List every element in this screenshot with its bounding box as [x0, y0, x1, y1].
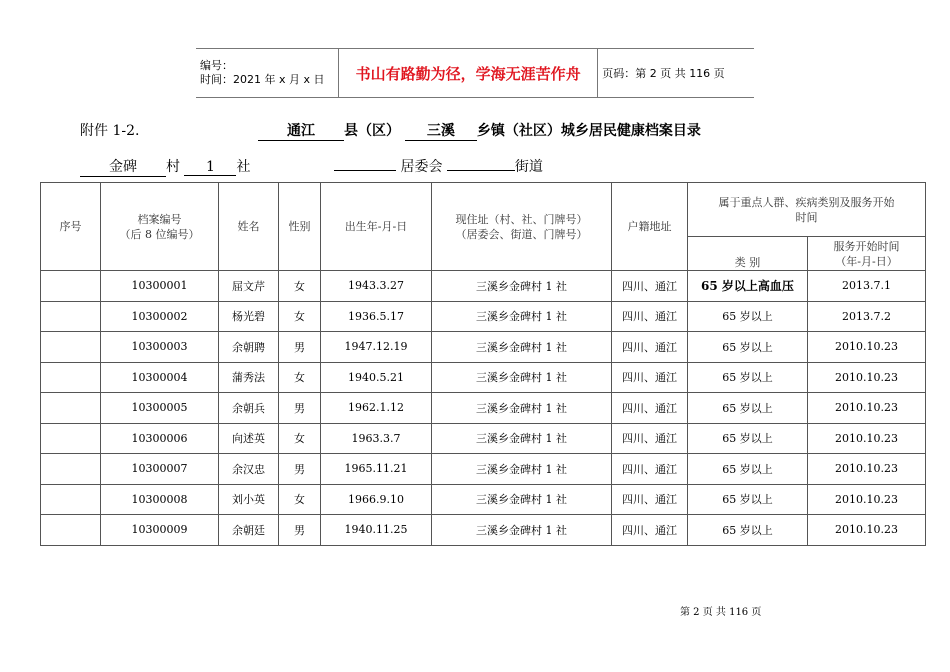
subtitle-group-suffix: 社 [236, 159, 251, 175]
cell-seq [41, 484, 101, 515]
cell-address: 三溪乡金碑村 1 社 [432, 515, 612, 546]
cell-name: 屈文芹 [219, 271, 279, 302]
page-title [258, 120, 701, 141]
cell-name: 余汉忠 [219, 454, 279, 485]
cell-address: 三溪乡金碑村 1 社 [432, 393, 612, 424]
cell-record-no: 10300008 [101, 484, 219, 515]
header-start-line2: （年-月-日） [835, 254, 898, 268]
cell-dob: 1966.9.10 [321, 484, 432, 515]
subtitle-street-blank [447, 170, 515, 171]
cell-address: 三溪乡金碑村 1 社 [432, 423, 612, 454]
cell-name: 余朝兵 [219, 393, 279, 424]
cell-household: 四川、通江 [612, 301, 688, 332]
header-start-date [808, 237, 926, 271]
cell-start-date: 2010.10.23 [808, 454, 926, 485]
cell-category: 65 岁以上高血压 [688, 271, 808, 302]
subtitle-village-suffix: 村 [166, 159, 180, 175]
document-header [196, 48, 754, 98]
cell-gender: 男 [279, 515, 321, 546]
cell-gender: 女 [279, 301, 321, 332]
table-row [41, 271, 926, 302]
table-row [41, 301, 926, 332]
header-start-line1: 服务开始时间 [833, 239, 900, 253]
cell-gender: 男 [279, 454, 321, 485]
title-row [0, 120, 950, 142]
cell-dob: 1962.1.12 [321, 393, 432, 424]
cell-record-no: 10300007 [101, 454, 219, 485]
header-dob: 出生年-月-日 [321, 183, 432, 271]
subtitle-committee-blank [334, 170, 396, 171]
table-row [41, 362, 926, 393]
cell-start-date: 2010.10.23 [808, 484, 926, 515]
table-row [41, 515, 926, 546]
cell-category: 65 岁以上 [688, 423, 808, 454]
cell-seq [41, 301, 101, 332]
header-key-group [688, 183, 926, 237]
title-town-suffix: 乡镇（社区）城乡居民健康档案目录 [476, 123, 701, 139]
title-town: 三溪 [405, 120, 477, 141]
cell-category: 65 岁以上 [688, 454, 808, 485]
cell-gender: 女 [279, 362, 321, 393]
header-category: 类 别 [688, 237, 808, 271]
cell-start-date: 2010.10.23 [808, 423, 926, 454]
cell-start-date: 2010.10.23 [808, 362, 926, 393]
cell-start-date: 2010.10.23 [808, 515, 926, 546]
header-number-label: 编号： [200, 59, 233, 72]
header-key-group-line1: 属于重点人群、疾病类别及服务开始 [718, 195, 895, 209]
cell-seq [41, 515, 101, 546]
header-address-line1: 现住址（村、社、门牌号） [455, 212, 588, 226]
cell-name: 向述英 [219, 423, 279, 454]
table-row [41, 393, 926, 424]
cell-address: 三溪乡金碑村 1 社 [432, 332, 612, 363]
cell-name: 余朝廷 [219, 515, 279, 546]
cell-start-date: 2013.7.2 [808, 301, 926, 332]
cell-name: 余朝聘 [219, 332, 279, 363]
cell-seq [41, 393, 101, 424]
table-row [41, 484, 926, 515]
header-address-line2: （居委会、街道、门牌号） [455, 227, 588, 241]
header-record-no-line2: （后 8 位编号） [119, 227, 200, 241]
title-county: 通江 [258, 120, 344, 141]
header-record-no [101, 183, 219, 271]
cell-record-no: 10300003 [101, 332, 219, 363]
cell-address: 三溪乡金碑村 1 社 [432, 484, 612, 515]
cell-name: 杨光碧 [219, 301, 279, 332]
table-row [41, 423, 926, 454]
subtitle-committee-suffix: 居委会 [400, 159, 443, 175]
cell-gender: 女 [279, 484, 321, 515]
header-page-label: 页码：第 2 页 共 116 页 [598, 49, 754, 98]
header-record-no-line1: 档案编号 [137, 212, 182, 226]
header-seq: 序号 [41, 183, 101, 271]
cell-record-no: 10300009 [101, 515, 219, 546]
records-table [40, 182, 926, 546]
cell-category: 65 岁以上 [688, 332, 808, 363]
cell-record-no: 10300001 [101, 271, 219, 302]
cell-dob: 1940.5.21 [321, 362, 432, 393]
cell-household: 四川、通江 [612, 515, 688, 546]
cell-seq [41, 332, 101, 363]
header-motto: 书山有路勤为径，学海无涯苦作舟 [339, 49, 598, 98]
records-body [41, 271, 926, 546]
cell-name: 刘小英 [219, 484, 279, 515]
cell-name: 蒲秀法 [219, 362, 279, 393]
cell-household: 四川、通江 [612, 362, 688, 393]
cell-start-date: 2013.7.1 [808, 271, 926, 302]
cell-address: 三溪乡金碑村 1 社 [432, 454, 612, 485]
cell-gender: 女 [279, 423, 321, 454]
cell-gender: 女 [279, 271, 321, 302]
cell-record-no: 10300002 [101, 301, 219, 332]
cell-household: 四川、通江 [612, 423, 688, 454]
table-row [41, 332, 926, 363]
cell-seq [41, 362, 101, 393]
appendix-label: 附件 1-2. [80, 123, 140, 139]
cell-record-no: 10300005 [101, 393, 219, 424]
cell-dob: 1947.12.19 [321, 332, 432, 363]
cell-start-date: 2010.10.23 [808, 393, 926, 424]
cell-dob: 1940.11.25 [321, 515, 432, 546]
cell-start-date: 2010.10.23 [808, 332, 926, 363]
cell-category: 65 岁以上 [688, 484, 808, 515]
title-county-suffix: 县（区） [344, 123, 400, 139]
cell-category: 65 岁以上 [688, 362, 808, 393]
cell-address: 三溪乡金碑村 1 社 [432, 301, 612, 332]
header-gender: 性别 [279, 183, 321, 271]
cell-seq [41, 423, 101, 454]
page-footer: 第 2 页 共 116 页 [680, 607, 762, 618]
cell-seq [41, 271, 101, 302]
cell-household: 四川、通江 [612, 332, 688, 363]
cell-category: 65 岁以上 [688, 515, 808, 546]
subtitle-street-suffix: 街道 [514, 159, 543, 175]
cell-category: 65 岁以上 [688, 393, 808, 424]
cell-household: 四川、通江 [612, 484, 688, 515]
header-household: 户籍地址 [612, 183, 688, 271]
cell-address: 三溪乡金碑村 1 社 [432, 271, 612, 302]
cell-dob: 1943.3.27 [321, 271, 432, 302]
cell-record-no: 10300006 [101, 423, 219, 454]
cell-household: 四川、通江 [612, 271, 688, 302]
header-meta [196, 49, 339, 98]
cell-dob: 1936.5.17 [321, 301, 432, 332]
cell-dob: 1965.11.21 [321, 454, 432, 485]
header-time-label: 时间：2021 年 x 月 x 日 [200, 73, 325, 86]
cell-household: 四川、通江 [612, 393, 688, 424]
subtitle-group: 1 [184, 159, 236, 176]
subtitle-village: 金碑 [80, 156, 166, 177]
cell-household: 四川、通江 [612, 454, 688, 485]
cell-category: 65 岁以上 [688, 301, 808, 332]
header-key-group-line2: 时间 [795, 210, 818, 224]
header-address [432, 183, 612, 271]
cell-record-no: 10300004 [101, 362, 219, 393]
table-row [41, 454, 926, 485]
cell-seq [41, 454, 101, 485]
cell-address: 三溪乡金碑村 1 社 [432, 362, 612, 393]
cell-gender: 男 [279, 393, 321, 424]
cell-dob: 1963.3.7 [321, 423, 432, 454]
cell-gender: 男 [279, 332, 321, 363]
header-name: 姓名 [219, 183, 279, 271]
